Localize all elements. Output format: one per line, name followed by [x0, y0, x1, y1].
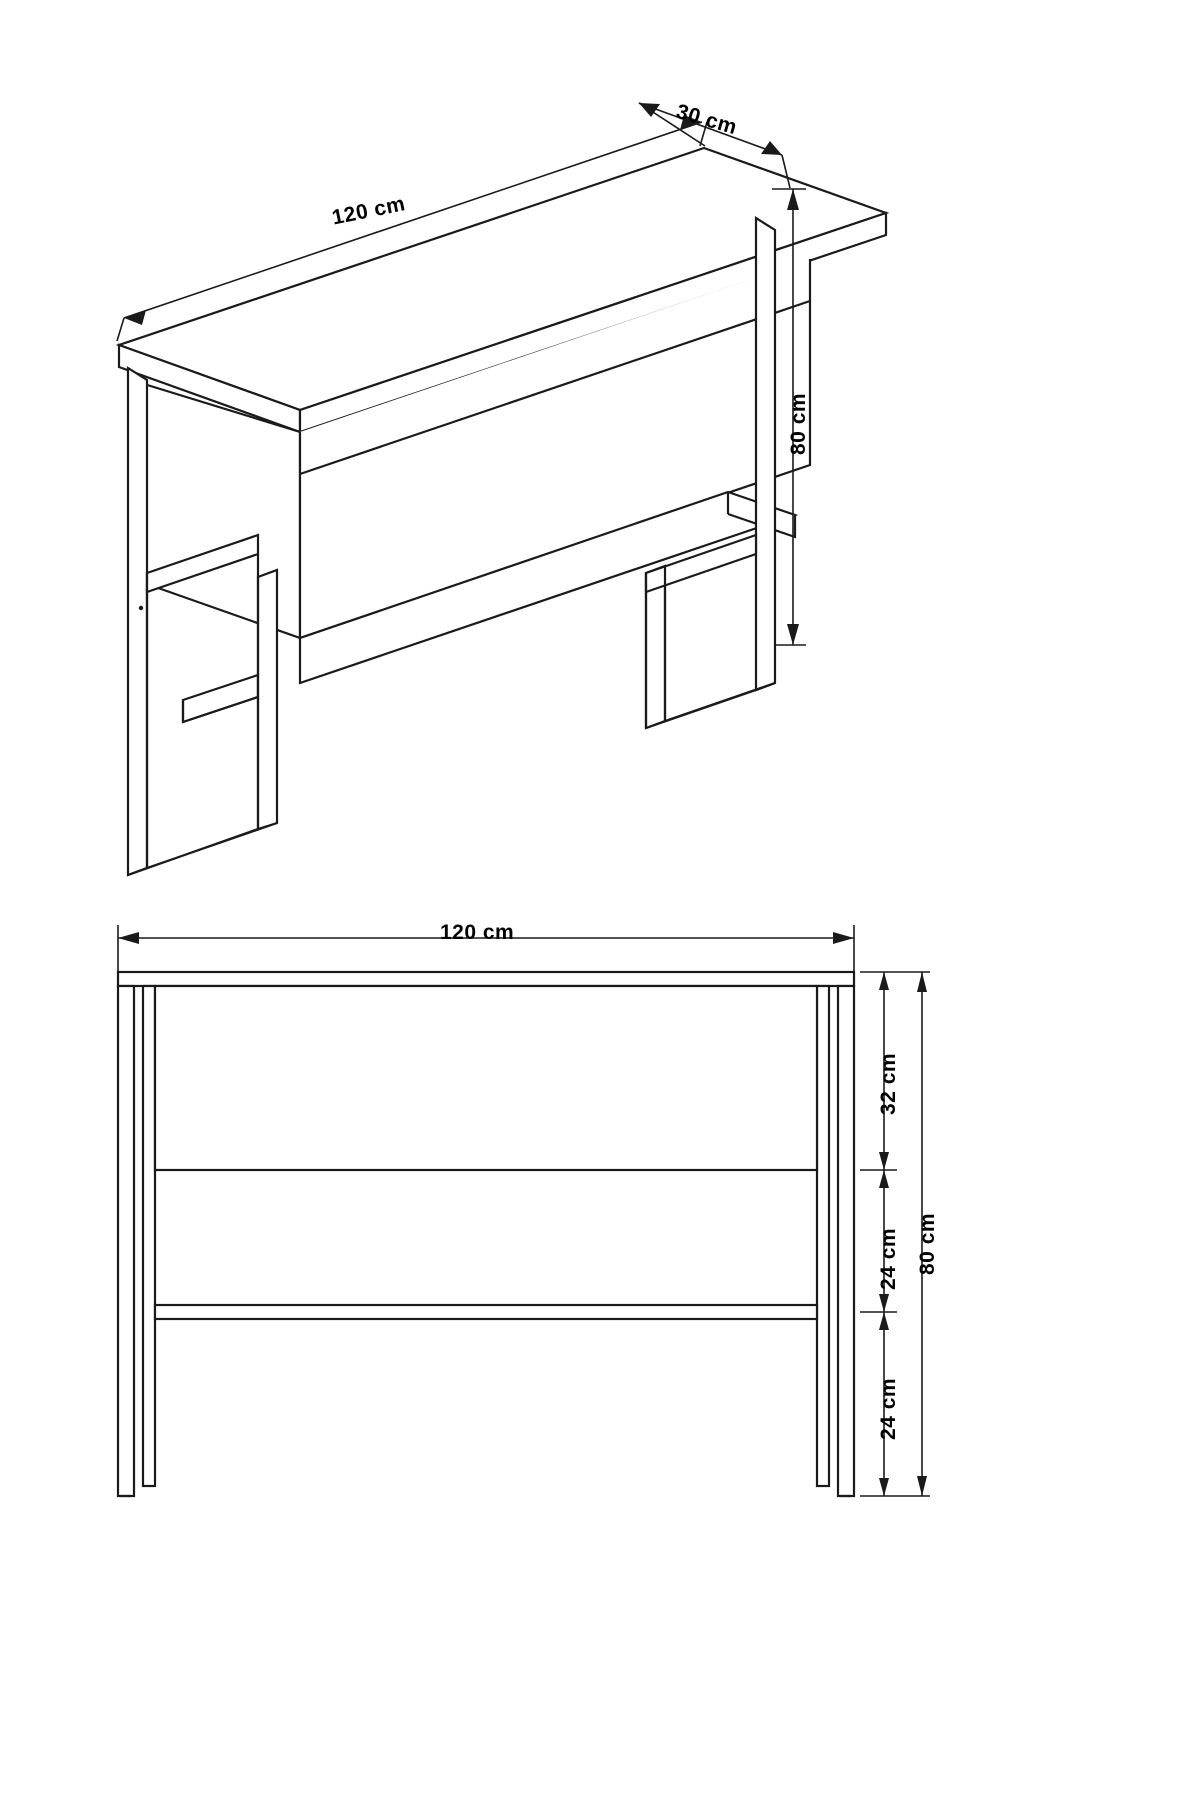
elevation-total-height-label: 80 cm	[916, 1212, 939, 1275]
perspective-width-label: 120 cm	[330, 192, 408, 230]
elevation-width-label: 120 cm	[440, 921, 515, 944]
front-elevation-table	[118, 972, 854, 1496]
elevation-middle-section-label: 24 cm	[877, 1227, 900, 1290]
perspective-depth-label: 30 cm	[673, 100, 740, 140]
perspective-table	[119, 148, 886, 875]
elevation-upper-section-label: 32 cm	[877, 1052, 900, 1115]
perspective-height-label: 80 cm	[787, 392, 810, 455]
elevation-lower-section-label: 24 cm	[877, 1377, 900, 1440]
